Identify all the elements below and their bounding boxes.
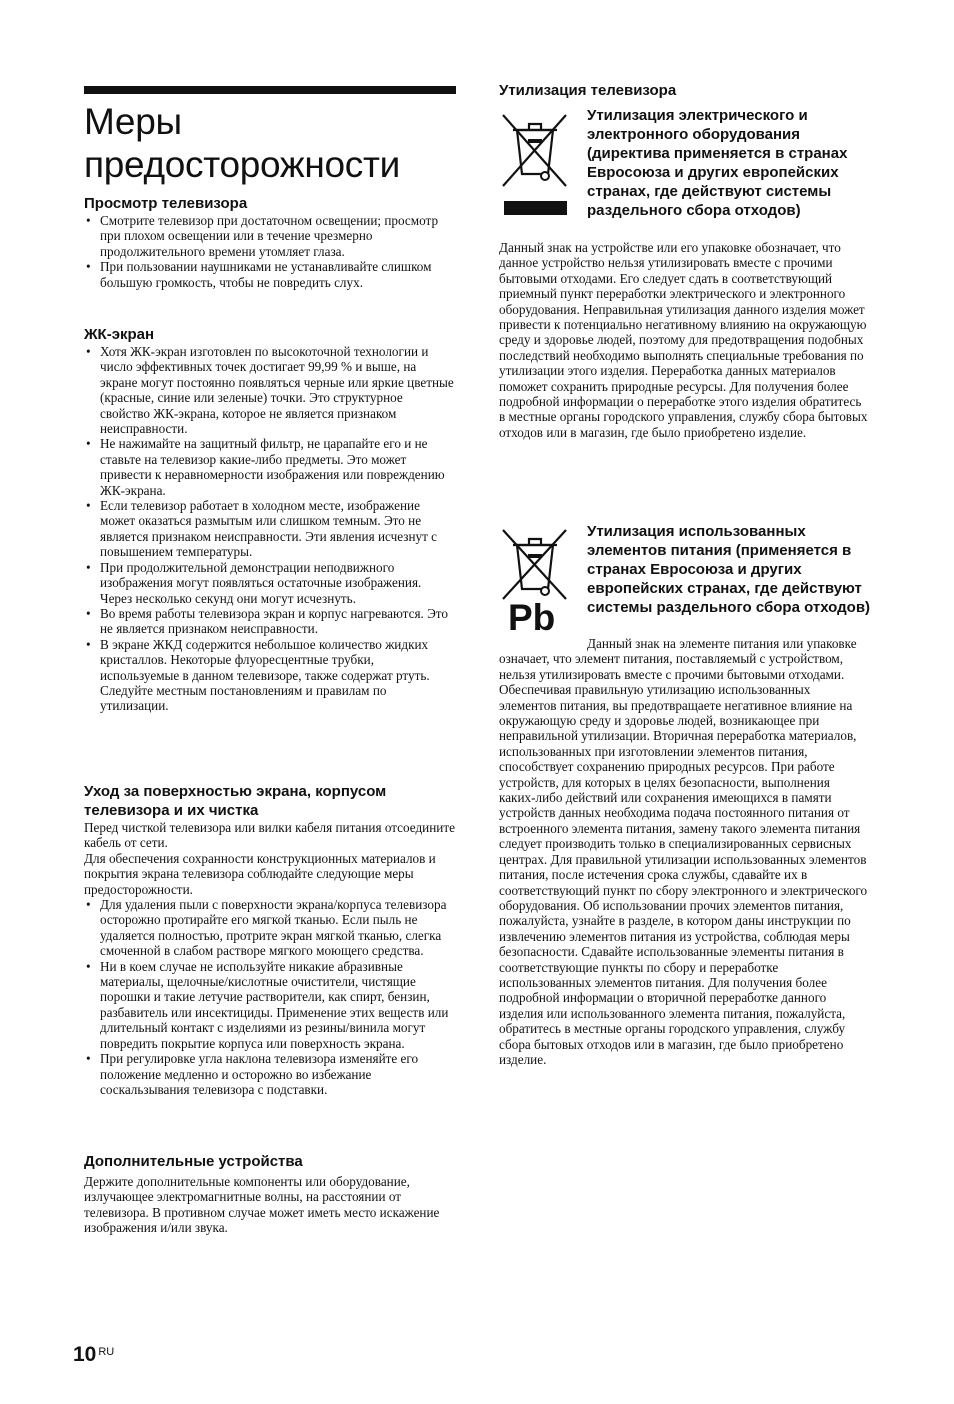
list-item: • Ни в коем случае не используйте никакие абразивные материалы, щелочные/кислотные очистители, чистящие порошки и такие летучие растворители, как спирт, бензин, разбавитель или инсектициды. Применение этих веществ или длительный контакт с изделиями из резины/винила могут повредить покрытие корпуса или поверхность экрана. [84, 959, 456, 1051]
paragraph: Перед чисткой телевизора или вилки кабеля питания отсоедините кабель от сети. [84, 820, 455, 851]
section-optional [84, 1152, 456, 1236]
section-lcd [84, 325, 456, 714]
disposal-heading-wrap [499, 81, 869, 100]
list-item: • Не нажимайте на защитный фильтр, не царапайте его и не ставьте на телевизор какие-либо предметы. Это может привести к неравномерности изображения или повреждению ЖК-экрана. [84, 436, 456, 498]
list-item: • Во время работы телевизора экран и корпус нагреваются. Это не является признаком неисправности. [84, 606, 456, 637]
list-item: • Если телевизор работает в холодном месте, изображение может оказаться размытым или слишком темным. Это не является признаком неисправности. Эти явления исчезнут с повышением температуры. [84, 498, 456, 560]
section-heading: Утилизация телевизора [499, 82, 677, 99]
section-heading: Уход за поверхностью экрана, корпусом телевизора и их чистка [84, 783, 387, 819]
crossed-battery-bin-icon [500, 527, 570, 603]
weee-text-wrap [499, 240, 869, 440]
crossed-bin-icon [500, 112, 570, 190]
section-heading: Просмотр телевизора [84, 195, 248, 212]
page-title [84, 100, 464, 186]
pb-label: Pb [508, 597, 556, 638]
list-item: • Смотрите телевизор при достаточном освещении; просмотр при плохом освещении или в течение чрезмерно продолжительного времени утомляет глаза. [84, 213, 456, 259]
page-lang: RU [98, 1346, 115, 1358]
list-item: • При регулировке угла наклона телевизора изменяйте его положение медленно и осторожно во избежание соскальзывания телевизора с подставки. [84, 1051, 456, 1097]
paragraph: Для обеспечения сохранности конструкционных материалов и покрытия экрана телевизора соблюдайте следующие меры предосторожности. [84, 850, 436, 897]
list-item: • При пользовании наушниками не устанавливайте слишком большую громкость, чтобы не повредить слух. [84, 259, 456, 290]
page-number-value: 10 [73, 1343, 97, 1366]
list-item: • При продолжительной демонстрации неподвижного изображения могут появляться остаточные изображения. Через несколько секунд они могут исчезнуть. [84, 560, 456, 606]
section-heading: Дополнительные устройства [84, 1153, 303, 1170]
weee-black-bar [504, 201, 567, 215]
bullet-list [84, 213, 456, 290]
section-viewing [84, 194, 456, 290]
page-title-line1: Меры [84, 101, 182, 142]
list-item: • Хотя ЖК-экран изготовлен по высокоточной технологии и число эффективных точек достигает 99,99 % и выше, на экране могут постоянно появляться черные или яркие цветные (красные, синие или зеленые) точки. Это структурное свойство ЖК-экрана, которое не является признаком неисправности. [84, 344, 456, 436]
battery-text: Данный знак на элементе питания или упаковке означает, что элемент питания, поставляемый с устройством, нельзя утилизировать вместе с прочими бытовыми отходами. Обеспечивая правильную утилизацию использованных элементов питания, вы предотвращаете негативное влияние на окружающую среду и здоровье людей, возникающее при неправильной утилизации. Вторичная переработка материалов, использованных при изготовлении элементов питания, способствует сохранению природных ресурсов. При работе устройств, для которых в целях безопасности, выполнения каких-либо действий или сохранения имеющихся в памяти устройств данных необходима подача постоянного питания от встроенного элемента питания, замену такого элемента питания следует производить только в специализированных сервисных центрах. Для правильной утилизации использованных элементов питания, после истечения срока службы, сдавайте их в соответствующий пункт по сбору электронного и электрического оборудования. Об использовании прочих элементов питания, пожалуйста, узнайте в разделе, в котором даны инструкции по извлечению элементов питания из устройства, соблюдая меры безопасности. Сдавайте использованные элементы питания в соответствующие пункты по сбору и переработке использованных элементов питания. Для получения более подробной информации о вторичной переработке данного изделия или использованного элемента питания, пожалуйста, обратитесь в местные органы городского управления, службу сбора бытовых отходов или в магазин, где было приобретено изделие. [499, 636, 868, 1067]
page-number [73, 1343, 114, 1367]
weee-title: Утилизация электрического и электронного оборудования (директива применяется в странах Евросоюза и других европейских странах, где действуют системы раздельного сбора отходов) [587, 107, 848, 219]
paragraph: Держите дополнительные компоненты или оборудование, излучающее электромагнитные волны, на расстоянии от телевизора. В противном случае может иметь место искажение изображения и/или звука. [84, 1174, 440, 1236]
list-item: • В экране ЖКД содержится небольшое количество жидких кристаллов. Некоторые флуоресцентные трубки, используемые в данном телевизоре, также содержат ртуть. Следуйте местным постановлениям и правилам по утилизации. [84, 637, 456, 714]
battery-title: Утилизация использованных элементов питания (применяется в странах Евросоюза и других европейских странах, где действуют системы раздельного сбора отходов) [587, 523, 871, 616]
section-care [84, 782, 456, 1097]
section-heading: ЖК-экран [84, 326, 155, 343]
weee-title-wrap [587, 106, 877, 220]
page-title-line2: предосторожности [84, 144, 400, 185]
bullet-list [84, 897, 456, 1097]
battery-text-wrap [499, 636, 869, 1067]
weee-text: Данный знак на устройстве или его упаковке обозначает, что данное устройство нельзя утилизировать вместе с прочими бытовыми отходами. Его следует сдать в соответствующий приемный пункт переработки электрического и электронного оборудования. Неправильная утилизация данного изделия может привести к потенциально негативному влиянию на окружающую среду и здоровье людей, поэтому для предотвращения подобных последствий необходимо выполнять специальные требования по утилизации этого изделия. Переработка данных материалов поможет сохранить природные ресурсы. Для получения более подробной информации о переработке этого изделия обратитесь в местные органы городского управления, службу сбора бытовых отходов или в магазин, где было приобретено изделие. [499, 240, 868, 440]
bullet-list [84, 344, 456, 714]
battery-title-wrap [587, 522, 877, 617]
title-rule [84, 86, 456, 94]
list-item: • Для удаления пыли с поверхности экрана/корпуса телевизора осторожно протирайте его мягкой тканью. Если пыль не удаляется полностью, протрите экран мягкой тканью, слегка смоченной в слабом растворе мягкого моющего средства. [84, 897, 456, 959]
